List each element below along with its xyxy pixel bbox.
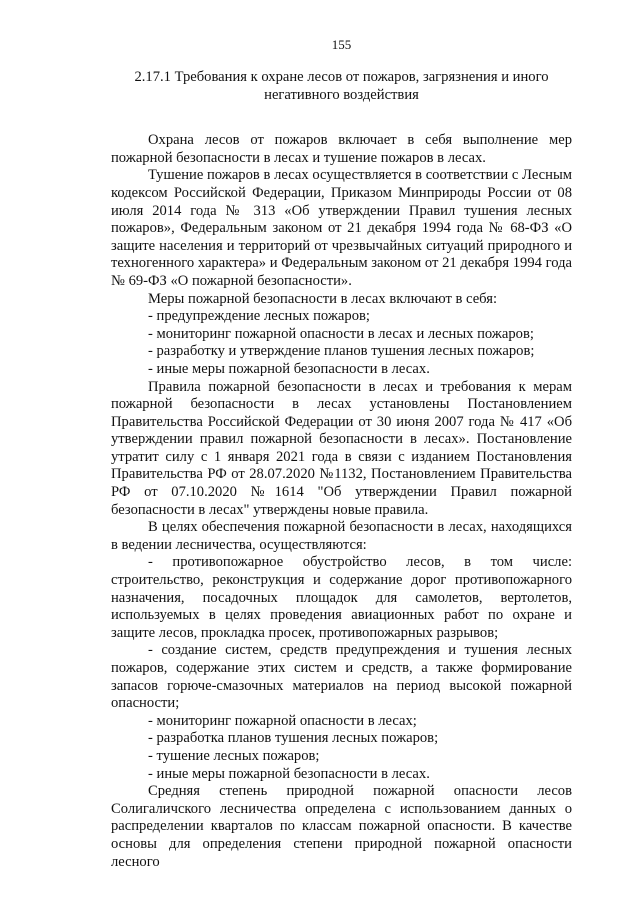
paragraph-fire-danger: Средняя степень природной пожарной опасности лесов Солигаличского лесничества определена с использованием данных о распределении кварталов по классам пожарной опасности. В качестве основы для определения степени природной пожарной опасности лесного bbox=[111, 783, 572, 870]
paragraph-forestry-measures: В целях обеспечения пожарной безопасности в лесах, находящихся в ведении лесничества, осуществляются: bbox=[111, 519, 572, 553]
section-title-line-2: негативного воздействия bbox=[264, 86, 419, 103]
list-item: - создание систем, средств предупреждения и тушения лесных пожаров, содержание этих систем и средств, а также формирование запасов горюче-смазочных материалов на период высокой пожарной опасности; bbox=[111, 642, 572, 712]
list-item: - разработка планов тушения лесных пожаров; bbox=[148, 730, 439, 747]
paragraph-measures-heading: Меры пожарной безопасности в лесах включают в себя: bbox=[148, 290, 497, 307]
paragraph-intro: Охрана лесов от пожаров включает в себя выполнение мер пожарной безопасности в лесах и тушение пожаров в лесах. bbox=[111, 132, 572, 166]
list-item: - иные меры пожарной безопасности в лесах. bbox=[148, 765, 430, 782]
list-item: - мониторинг пожарной опасности в лесах и лесных пожаров; bbox=[148, 325, 534, 342]
section-title bbox=[111, 69, 572, 104]
paragraph-extinguishing: Тушение пожаров в лесах осуществляется в соответствии с Лесным кодексом Российской Федерации, Приказом Минприроды России от 08 июля 2014 года № 313 «Об утверждении Правил тушения лесных пожаров», Федеральным законом от 21 декабря 1994 года № 68-ФЗ «О защите населения и территорий от чрезвычайных ситуаций природного и техногенного характера» и Федеральным законом от 21 декабря 1994 года № 69-ФЗ «О пожарной безопасности». bbox=[111, 167, 572, 289]
page-number: 155 bbox=[331, 37, 352, 52]
body-text bbox=[111, 132, 572, 871]
list-item: - предупреждение лесных пожаров; bbox=[148, 308, 370, 325]
paragraph-rules: Правила пожарной безопасности в лесах и требования к мерам пожарной безопасности в лесах установлены Постановлением Правительства Российской Федерации от 30 июня 2007 года № 417 «Об утверждении правил пожарной безопасности в лесах». Постановление утратит силу с 1 января 2021 года в связи с изданием Постановления Правительства РФ от 28.07.2020 №1132, Постановлением Правительства РФ от 07.10.2020 №1614 "Об утверждении Правил пожарной безопасности в лесах" утверждены новые правила. bbox=[111, 378, 572, 518]
list-item: - тушение лесных пожаров; bbox=[148, 747, 320, 764]
list-item: - иные меры пожарной безопасности в лесах. bbox=[148, 360, 430, 377]
section-title-line-1: 2.17.1 Требования к охране лесов от пожаров, загрязнения и иного bbox=[134, 69, 549, 85]
list-item: - противопожарное обустройство лесов, в том числе: строительство, реконструкция и содержание дорог противопожарного назначения, посадочных площадок для самолетов, вертолетов, используемых в целях проведения авиационных работ по охране и защите лесов, прокладка просек, противопожарных разрывов; bbox=[111, 554, 572, 641]
list-item: - разработку и утверждение планов тушения лесных пожаров; bbox=[148, 343, 535, 360]
list-item: - мониторинг пожарной опасности в лесах; bbox=[148, 712, 417, 729]
